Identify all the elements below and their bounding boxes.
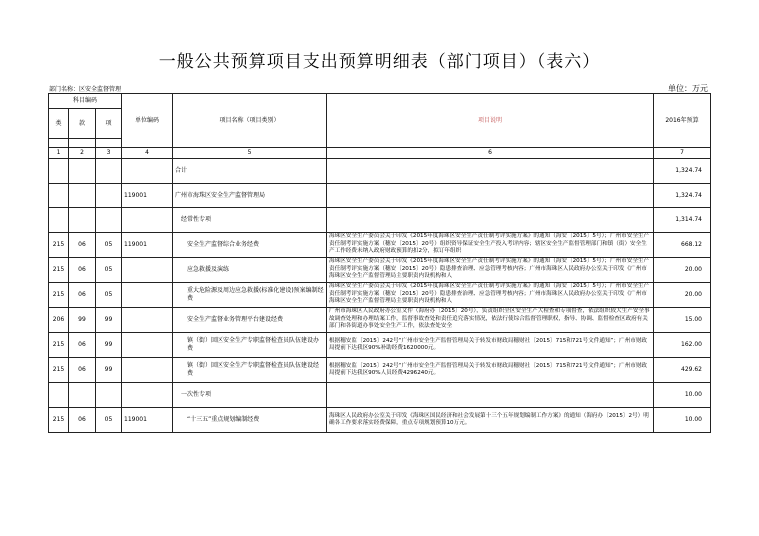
subject-code-header: 科目编码 (49, 94, 122, 109)
kuan-cell: 06 (69, 408, 96, 433)
unit-label: 单位：万元 (668, 84, 708, 93)
table-row (49, 184, 711, 208)
table-row (49, 358, 711, 383)
project-desc-cell: 海珠区人民政府办公室关于印发《海珠区国民经济和社会发展第十三个五年规划编制工作方案》的通知（海府办〔2015〕2号）明确各工作要求落实经费保障，重点专项规划预算10万元。 (327, 408, 654, 433)
project-name-cell: 安全生产监督业务管理平台建设经费 (173, 308, 327, 333)
xiang-cell: 05 (96, 408, 122, 433)
table-row (49, 258, 711, 283)
budget-table (48, 93, 711, 433)
project-name-cell: 安全生产监督综合业务经费 (173, 233, 327, 258)
project-name-cell: 经常性专项 (173, 208, 327, 233)
unit-code-cell: 119001 (122, 408, 173, 433)
unit-code-cell (122, 308, 173, 333)
budget-header: 2016年预算 (654, 94, 711, 148)
xiang-header: 项 (96, 109, 122, 139)
header-row-1 (49, 94, 711, 109)
amount-cell: 1,314.74 (654, 208, 711, 233)
lei-cell: 215 (49, 408, 69, 433)
project-desc-cell: 根据穗安监〔2015〕242号“广州市安全生产监督管理局关于转发市财政局穗财社〔2015〕715和721号文件通知”；广州市财政局提前下达我区90%人员经费4296240元。 (327, 358, 654, 383)
kuan-cell: 06 (69, 358, 96, 383)
unit-code-cell (122, 258, 173, 283)
amount-cell: 162.00 (654, 333, 711, 358)
lei-cell: 215 (49, 283, 69, 308)
table-row (49, 283, 711, 308)
lei-cell (49, 208, 69, 233)
kuan-cell: 06 (69, 283, 96, 308)
kuan-cell: 06 (69, 258, 96, 283)
unit-code-cell: 119001 (122, 233, 173, 258)
xiang-cell: 99 (96, 308, 122, 333)
project-name-header: 项目名称（项目类别） (173, 94, 327, 148)
project-desc-cell: 海珠区安全生产委员会关于印发《2015年度海珠区安全生产责任制考评实施方案》的通知（海安〔2015〕5号）；广州市安全生产责任制考评实施方案（穗安〔2015〕20号）隐患排查治理、应急管理考核内容；广州市海珠区人民政府办公室关于印发《广州市海珠区安全生产监督管理局主要职责内设机构和人 (327, 283, 654, 308)
project-name-cell: 合计 (173, 159, 327, 184)
index-cell: 1 (49, 148, 69, 159)
project-desc-cell (327, 159, 654, 184)
index-cell: 3 (96, 148, 122, 159)
xiang-cell: 05 (96, 233, 122, 258)
lei-cell: 215 (49, 358, 69, 383)
xiang-cell (96, 383, 122, 408)
lei-cell: 215 (49, 258, 69, 283)
kuan-cell (69, 159, 96, 184)
lei-header: 类 (49, 109, 69, 139)
lei-cell (49, 383, 69, 408)
project-desc-cell (327, 383, 654, 408)
table-row (49, 383, 711, 408)
amount-cell: 10.00 (654, 383, 711, 408)
xiang-cell (96, 159, 122, 184)
kuan-cell: 06 (69, 233, 96, 258)
kuan-cell (69, 208, 96, 233)
xiang-cell: 05 (96, 283, 122, 308)
unit-code-header: 单位编码 (122, 94, 173, 148)
project-desc-cell (327, 184, 654, 208)
index-cell: 7 (654, 148, 711, 159)
kuan-cell: 06 (69, 333, 96, 358)
amount-cell: 20.00 (654, 283, 711, 308)
department-label: 部门名称：区安全监督管理 (49, 86, 122, 93)
lei-cell (49, 159, 69, 184)
index-cell: 2 (69, 148, 96, 159)
lei-cell (49, 184, 69, 208)
index-cell: 5 (173, 148, 327, 159)
amount-cell: 20.00 (654, 258, 711, 283)
amount-cell: 15.00 (654, 308, 711, 333)
project-name-cell: 应急救援及演练 (173, 258, 327, 283)
project-desc-cell: 海珠区安全生产委员会关于印发《2015年度海珠区安全生产责任制考评实施方案》的通知（海安〔2015〕5号）；广州市安全生产责任制考评实施方案（穗安〔2015〕20号）隐患排查治理、应急管理考核内容；广州市海珠区人民政府办公室关于印发《广州市海珠区安全生产监督管理局主要职责内设机构和人 (327, 258, 654, 283)
table-row (49, 233, 711, 258)
unit-code-cell (122, 333, 173, 358)
project-desc-header: 项目说明 (327, 94, 654, 148)
kuan-cell (69, 184, 96, 208)
unit-code-cell: 119001 (122, 184, 173, 208)
xiang-cell (96, 208, 122, 233)
project-desc-cell: 广州市海珠区人民政府办公室文件（海府办〔2015〕20号），负责组织全区安全生产大检查和专项督查，依法组织较大生产安全事故调查处理和办理结案工作，监督事故查处和责任追究落实情况，依法行使综合监督管理职权，指导、协调、监督检查区政府有关部门和各街道办事处安全生产工作，依法查处安全 (327, 308, 654, 333)
project-name-cell: 广州市海珠区安全生产监督管理局 (173, 184, 327, 208)
table-row (49, 159, 711, 184)
project-name-cell: 镇（街）回区安全生产专职监督检查员队伍建设办费 (173, 333, 327, 358)
kuan-header: 款 (69, 109, 96, 139)
kuan-cell: 99 (69, 308, 96, 333)
lei-cell: 206 (49, 308, 69, 333)
kuan-cell (69, 383, 96, 408)
project-name-cell: 镇（街）回区安全生产专职监督检查员队伍建设经费 (173, 358, 327, 383)
project-name-cell: 一次性专项 (173, 383, 327, 408)
table-row (49, 333, 711, 358)
unit-code-cell (122, 358, 173, 383)
unit-code-cell (122, 208, 173, 233)
amount-cell: 1,324.74 (654, 159, 711, 184)
lei-cell: 215 (49, 233, 69, 258)
xiang-cell (96, 184, 122, 208)
xiang-cell: 05 (96, 258, 122, 283)
xiang-cell: 99 (96, 358, 122, 383)
index-cell: 4 (122, 148, 173, 159)
amount-cell: 1,324.74 (654, 184, 711, 208)
unit-code-cell (122, 383, 173, 408)
project-desc-cell: 海珠区安全生产委员会关于印发《2015年度海珠区安全生产责任制考评实施方案》的通知（海安〔2015〕5号）；广州市安全生产责任制考评实施方案（穗安〔2015〕20号）组织资导保证安全生产投入考评内容；辖区安全生产监督管理部门和镇（街）安全生产工作经费未纳入政府财政预算的扣2分，拟订年组织 (327, 233, 654, 258)
amount-cell: 10.00 (654, 408, 711, 433)
project-desc-cell: 根据穗安监〔2015〕242号“广州市安全生产监督管理局关于转发市财政局穗财社〔2015〕715和721号文件通知”；广州市财政局提前下达我区90%补助经费1620000元。 (327, 333, 654, 358)
lei-cell: 215 (49, 333, 69, 358)
table-row (49, 208, 711, 233)
amount-cell: 668.12 (654, 233, 711, 258)
index-row (49, 148, 711, 159)
unit-code-cell (122, 283, 173, 308)
table-row (49, 308, 711, 333)
project-name-cell: 重大危险源及周边应急救援(标准化建设)预案编制经费 (173, 283, 327, 308)
project-desc-cell (327, 208, 654, 233)
unit-code-cell (122, 159, 173, 184)
project-name-cell: “十三五”重点规划编制经费 (173, 408, 327, 433)
amount-cell: 429.62 (654, 358, 711, 383)
table-row (49, 408, 711, 433)
xiang-cell: 99 (96, 333, 122, 358)
page-title: 一般公共预算项目支出预算明细表（部门项目）（表六） (158, 52, 601, 72)
index-cell: 6 (327, 148, 654, 159)
